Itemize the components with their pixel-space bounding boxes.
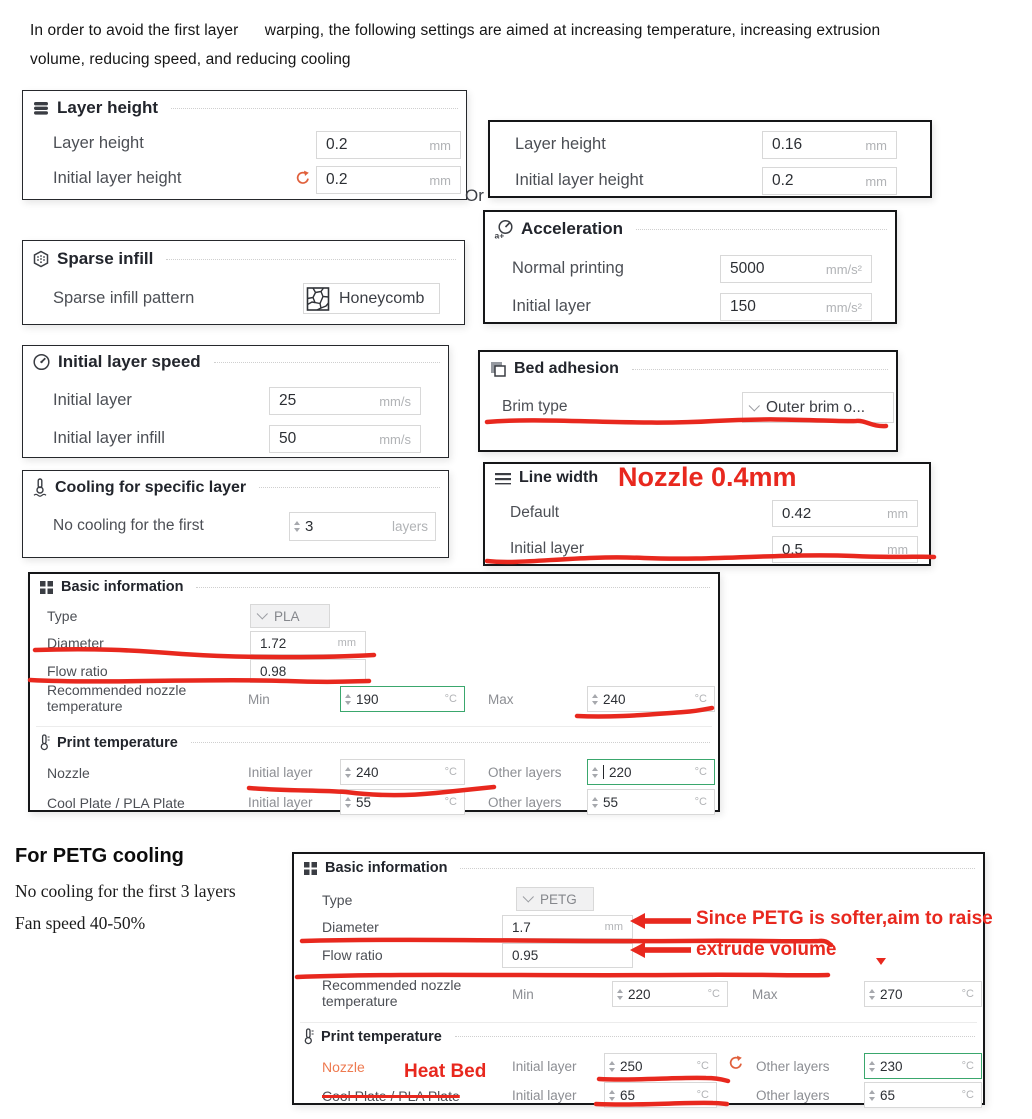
initial-layer-sublabel: Initial layer [248,795,313,810]
honeycomb-icon [306,286,332,312]
reset-icon[interactable] [728,1055,744,1071]
min-temp-input[interactable] [612,981,728,1007]
panel-title-text: Print temperature [321,1028,442,1045]
title-divider [196,587,710,588]
field-value: 50 [279,430,297,447]
filament-type-dropdown[interactable] [516,887,594,911]
grid-icon [39,580,54,595]
field-value: 190 [356,691,379,707]
section-divider [300,1022,977,1023]
field-value: 0.2 [326,136,348,153]
field-value: 270 [880,986,903,1002]
sparse-infill-pattern-label: Sparse infill pattern [53,289,195,307]
field-value: 65 [620,1087,636,1103]
basic-info-title [39,579,710,595]
field-unit: °C [694,766,707,778]
field-value: 55 [603,794,619,810]
no-cooling-layers-input[interactable] [289,512,436,541]
bed-adhesion-panel [478,350,898,452]
field-unit: °C [696,1060,709,1072]
chevron-down-icon [257,608,268,619]
field-value: 0.2 [326,171,348,188]
panel-title-text: Acceleration [521,219,624,238]
diameter-label: Diameter [322,919,379,935]
filament-type-dropdown[interactable] [250,604,330,628]
spinner-arrows[interactable] [345,767,351,778]
initial-layer-sublabel: Initial layer [512,1059,577,1074]
hexagon-infill-icon [32,250,50,268]
panel-title-text: Basic information [61,579,184,595]
field-unit: mm [887,542,908,557]
sparse-infill-panel-title [32,249,456,269]
layer-height-label: Layer height [53,134,144,152]
no-cooling-label: No cooling for the first [53,517,204,534]
field-value: 3 [305,518,314,535]
other-layers-sublabel: Other layers [488,765,562,780]
spinner-arrows[interactable] [609,1061,615,1072]
field-unit: °C [961,1089,974,1101]
initial-layer-infill-speed-input[interactable] [269,425,421,453]
panel-title-text: Line width [519,469,599,486]
field-value: 1.72 [260,635,287,651]
basic-information-petg-panel [292,852,985,1105]
or-label: Or [465,186,484,205]
line-width-icon [494,472,512,485]
petg-softer-annotation-line1: Since PETG is softer,aim to raise [696,908,993,929]
thermometer-icon [39,734,50,751]
layer-height-label: Layer height [515,135,606,153]
cooling-specific-layer-panel [22,470,449,558]
field-unit: °C [961,1060,974,1072]
line-width-panel-title [494,469,624,487]
field-unit: mm/s [379,431,411,447]
max-temp-input[interactable] [864,981,982,1007]
normal-printing-label: Normal printing [512,259,624,277]
field-unit: layers [391,519,428,534]
initial-layer-width-label: Initial layer [510,540,585,557]
field-unit: °C [694,693,707,705]
speedometer-icon [32,353,51,372]
other-layers-sublabel: Other layers [756,1088,830,1103]
other-layers-sublabel: Other layers [488,795,562,810]
title-divider [632,369,888,370]
chevron-down-icon [749,400,760,411]
other-layers-sublabel: Other layers [756,1059,830,1074]
pattern-value: Honeycomb [339,289,425,307]
normal-printing-accel-input[interactable] [720,255,872,283]
initial-layer-height-label: Initial layer height [515,171,644,189]
panel-title-text: Layer height [57,98,159,117]
basic-information-pla-panel [28,572,720,812]
panel-title-text: Bed adhesion [514,360,619,377]
field-unit: mm [337,637,356,649]
type-value: PLA [274,608,300,624]
title-divider [460,868,975,869]
spinner-arrows[interactable] [592,694,598,705]
petg-cooling-note-line2: Fan speed 40-50% [15,913,146,933]
recommended-nozzle-temp-label: Recommended nozzle temperature [322,977,462,1009]
grid-icon [303,861,318,876]
petg-softer-annotation-line2: extrude volume [696,939,837,960]
spinner-arrows[interactable] [869,989,875,1000]
cool-plate-label: Cool Plate / PLA Plate [322,1088,460,1104]
spinner-arrows[interactable] [294,521,300,532]
field-value: 5000 [730,260,765,277]
flow-ratio-label: Flow ratio [47,663,108,679]
basic-info-title [303,860,975,876]
field-value: 0.95 [512,948,539,963]
petg-cooling-heading: For PETG cooling [15,845,184,867]
panel-title-text: Cooling for specific layer [55,478,247,496]
plate-initial-temp-input[interactable] [340,789,465,815]
min-label: Min [512,987,534,1002]
nozzle-initial-temp-input[interactable] [340,759,465,785]
acceleration-panel-title [494,219,887,239]
panel-title-text: Sparse infill [57,249,154,268]
type-value: PETG [540,891,577,907]
field-unit: °C [696,1089,709,1101]
bed-adhesion-icon [489,360,507,378]
layers-icon [32,101,50,116]
acceleration-gauge-icon [494,219,514,239]
nozzle-initial-temp-input[interactable] [604,1053,717,1079]
diameter-input[interactable] [502,915,633,939]
spinner-arrows[interactable] [345,694,351,705]
field-value: 0.42 [782,505,812,522]
brim-type-value: Outer brim o... [766,398,866,416]
spinner-arrows[interactable] [592,767,598,778]
title-divider [191,742,710,743]
nozzle-label: Nozzle [322,1059,365,1075]
title-divider [259,487,440,488]
cooling-panel-title [32,478,440,497]
spinner-arrows[interactable] [609,1090,615,1101]
max-temp-input[interactable] [587,686,715,712]
field-unit: °C [694,796,707,808]
title-divider [171,108,458,109]
cool-plate-label: Cool Plate / PLA Plate [47,795,185,811]
field-value: 0.16 [772,136,803,153]
field-value: 1.7 [512,919,531,935]
bed-adhesion-panel-title [489,360,888,378]
initial-layer-accel-input[interactable] [720,293,872,321]
field-unit: mm [865,173,887,189]
initial-layer-sublabel: Initial layer [248,765,313,780]
plate-other-temp-input[interactable] [864,1082,982,1108]
layer-height-input[interactable] [316,131,461,159]
field-unit: °C [444,766,457,778]
heat-bed-annotation: Heat Bed [404,1061,487,1082]
section-divider [36,726,712,727]
layer-height-panel [22,90,467,200]
layer-height-input[interactable] [762,131,897,159]
spinner-arrows[interactable] [592,797,598,808]
field-unit: mm [604,921,623,933]
initial-layer-height-label: Initial layer height [53,169,182,187]
panel-title-text: Print temperature [57,734,178,751]
type-label: Type [322,892,353,908]
field-value: 0.5 [782,541,803,558]
field-value: 25 [279,392,297,409]
title-divider [214,362,440,363]
plate-initial-temp-input[interactable] [604,1082,717,1108]
print-temperature-title [303,1028,975,1045]
field-value: 150 [730,298,756,315]
reset-icon[interactable] [295,170,311,186]
svg-text:a+: a+ [494,230,505,239]
layer-height-alt-panel [488,120,932,198]
default-width-label: Default [510,504,560,521]
spinner-arrows[interactable] [617,989,623,1000]
acceleration-panel [483,210,897,324]
field-unit: °C [444,796,457,808]
field-value: 65 [880,1087,896,1103]
field-unit: mm [429,137,451,153]
flow-ratio-input[interactable] [250,659,366,683]
field-value: 220 [628,986,651,1002]
nozzle-other-temp-input[interactable] [587,759,715,785]
default-line-width-input[interactable] [772,500,918,527]
brim-type-dropdown[interactable] [742,392,894,423]
recommended-nozzle-temp-label: Recommended nozzle temperature [47,682,187,714]
field-value: 230 [880,1058,903,1074]
min-label: Min [248,692,270,707]
intro-text-line2: volume, reducing speed, and reducing cooling [30,51,351,68]
field-value: 240 [356,764,379,780]
field-value: 55 [356,794,372,810]
field-unit: °C [961,988,974,1000]
panel-title-text: Basic information [325,860,448,876]
initial-layer-sublabel: Initial layer [512,1088,577,1103]
field-unit: mm [887,506,908,521]
initial-layer-height-input[interactable] [762,167,897,195]
title-divider [166,259,456,260]
print-temperature-title [39,734,710,751]
min-temp-input[interactable] [340,686,465,712]
brim-type-label: Brim type [502,398,568,415]
max-label: Max [488,692,514,707]
initial-layer-line-width-input[interactable] [772,536,918,563]
diameter-label: Diameter [47,635,104,651]
field-unit: °C [444,693,457,705]
nozzle-other-temp-input[interactable] [864,1053,982,1079]
flow-ratio-label: Flow ratio [322,947,383,963]
title-divider [636,229,887,230]
flow-ratio-input[interactable] [502,943,633,968]
field-unit: mm/s² [825,299,862,315]
plate-other-temp-input[interactable] [587,789,715,815]
field-unit: °C [707,988,720,1000]
field-value: 0.2 [772,172,794,189]
panel-title-text: Initial layer speed [58,352,201,371]
layer-height-panel-title [32,98,458,118]
chevron-down-icon [523,891,534,902]
initial-layer-speed-panel [22,345,449,458]
petg-cooling-note-line1: No cooling for the first 3 layers [15,881,236,901]
spinner-arrows[interactable] [869,1090,875,1101]
initial-layer-height-input[interactable] [316,166,461,194]
max-label: Max [752,987,778,1002]
field-unit: mm/s² [825,261,862,277]
field-value: 250 [620,1058,643,1074]
initial-layer-speed-panel-title [32,352,440,372]
spinner-arrows[interactable] [345,797,351,808]
initial-layer-speed-input[interactable] [269,387,421,415]
nozzle-annotation: Nozzle 0.4mm [618,462,797,492]
text-cursor [603,765,604,779]
sparse-infill-panel [22,240,465,325]
initial-layer-speed-label: Initial layer [53,391,132,409]
field-unit: mm [429,172,451,188]
field-value: 0.98 [260,663,287,679]
thermometer-icon [303,1028,314,1045]
field-value: 240 [603,691,626,707]
nozzle-label: Nozzle [47,765,90,781]
type-label: Type [47,608,78,624]
initial-layer-infill-speed-label: Initial layer infill [53,429,165,447]
intro-text-line1: In order to avoid the first layer warping, the following settings are aimed at increasing temperature, increasing extrusion [30,22,881,39]
field-value: 220 [609,764,632,780]
initial-layer-accel-label: Initial layer [512,297,591,315]
spinner-arrows[interactable] [869,1061,875,1072]
title-divider [455,1036,975,1037]
field-unit: mm/s [379,393,411,409]
sparse-infill-pattern-dropdown[interactable] [303,283,440,314]
diameter-input[interactable] [250,631,366,655]
red-pointer-triangle [876,958,886,965]
cooling-thermometer-icon [32,478,48,497]
field-unit: mm [865,137,887,153]
